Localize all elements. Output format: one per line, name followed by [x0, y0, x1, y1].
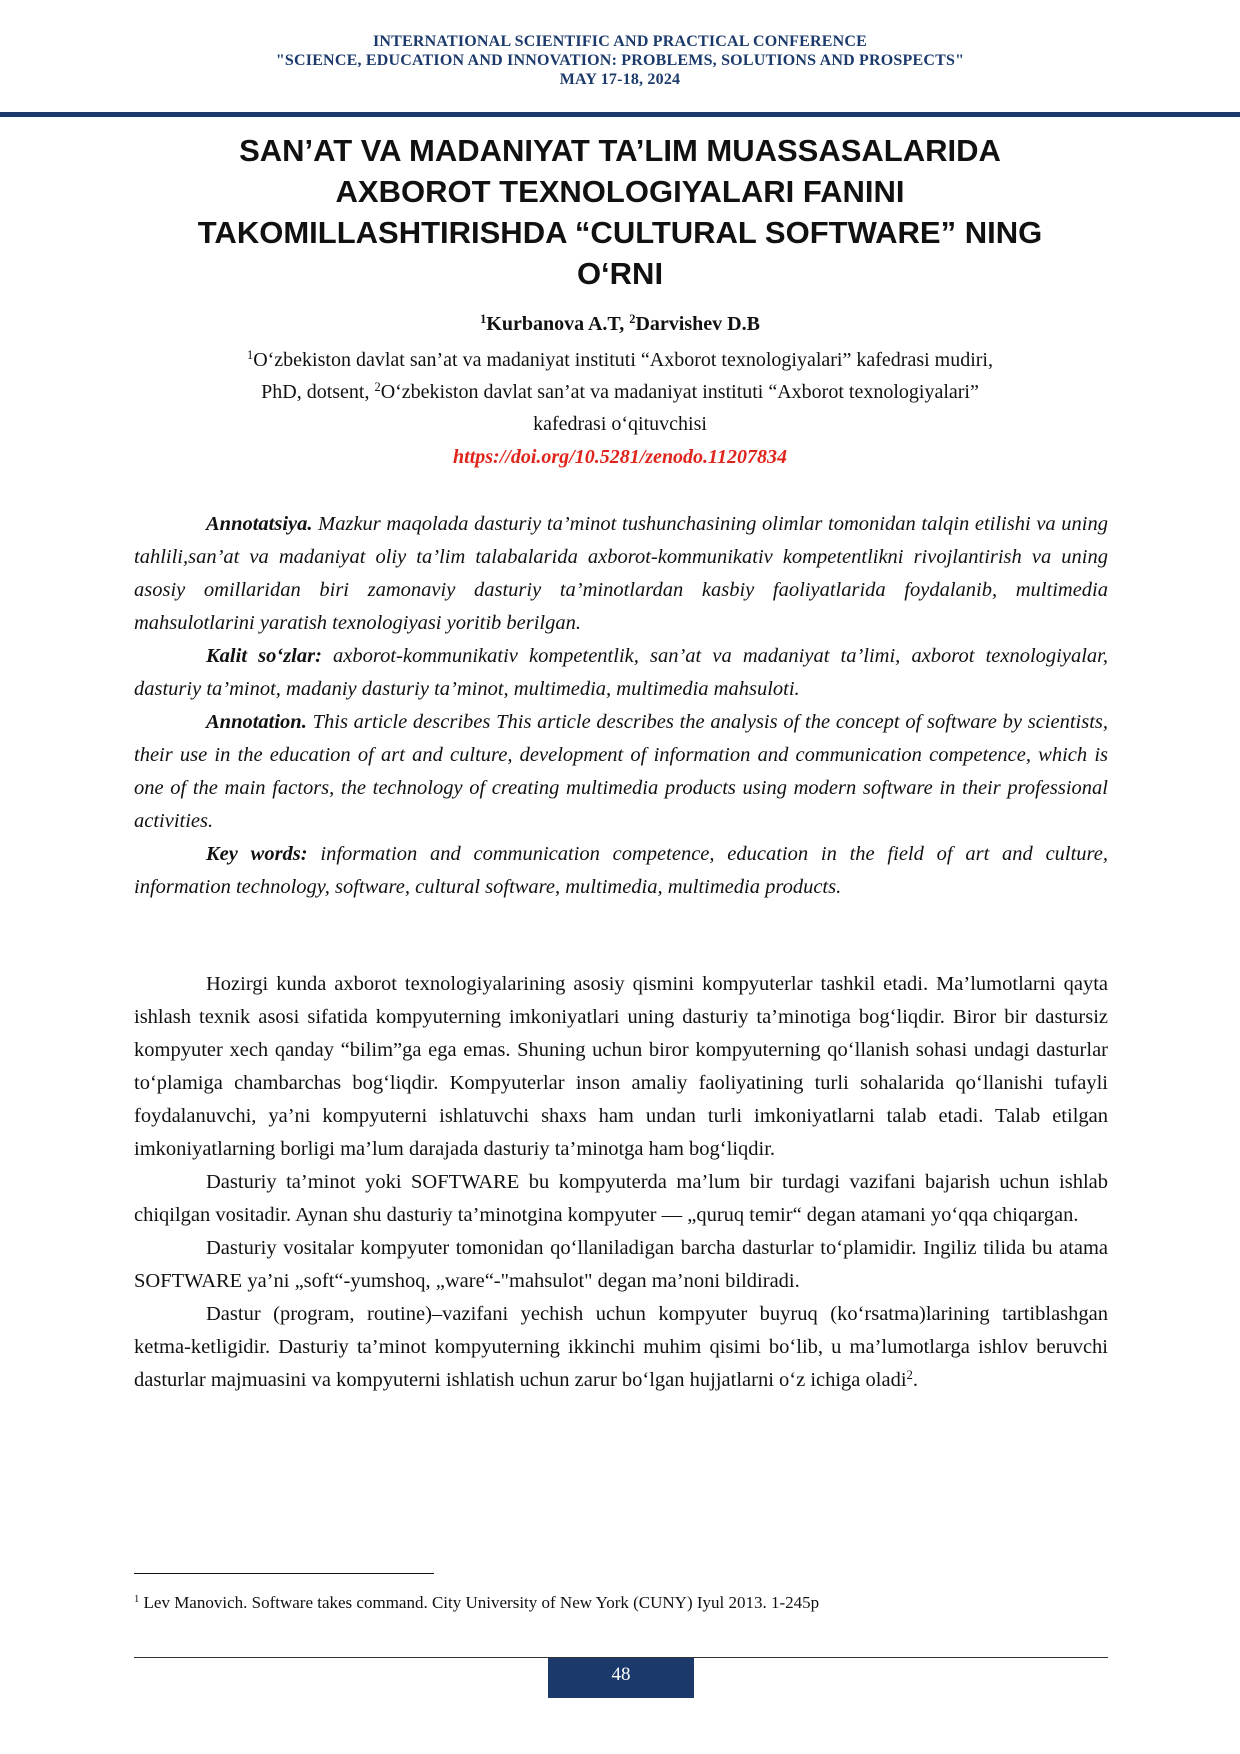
doi-link[interactable]: https://doi.org/10.5281/zenodo.11207834 [453, 446, 787, 468]
author1-name: Kurbanova A.T, [486, 313, 630, 335]
affiliation-text: O‘zbekiston davlat san’at va madaniyat instituti “Axborot texnologiyalari” kafedrasi mudiri, [253, 349, 993, 371]
affiliation-line: kafedrasi o‘qituvchisi [533, 413, 707, 435]
key-words-text: information and communication competence, education in the field of art and culture, information technology, software, cultural software, multimedia, multimedia products. [134, 843, 1108, 898]
affiliation-text: O‘zbekiston davlat san’at va madaniyat instituti “Axborot texnologiyalari” [380, 381, 979, 403]
conference-header [0, 32, 1240, 89]
annotation-paragraph [134, 706, 1108, 838]
author-list [120, 311, 1120, 337]
kalit-sozlar-paragraph [134, 640, 1108, 706]
body-paragraph: Dasturiy vositalar kompyuter tomonidan qo‘llaniladigan barcha dasturlar to‘plamidir. Ingiliz tilida bu atama SOFTWARE ya’ni „soft“-yumshoq, „ware“-"mahsulot" degan ma’noni bildiradi. [134, 1237, 1108, 1292]
footnote-reference[interactable]: 2 [906, 1368, 913, 1383]
annotatsiya-text: Mazkur maqolada dasturiy ta’minot tushunchasining olimlar tomonidan talqin etilishi va uning tahlili,san’at va madaniyat oliy ta’lim talabalarida axborot-kommunikativ kompetentlikni rivojlantirish va uning asosiy omillaridan biri zamonaviy dasturiy ta’minotlardan kasbiy faoliyatlarida foydalanib, multimedia mahsulotlarini yaratish texnologiyasi yoritib berilgan. [134, 513, 1108, 634]
annotatsiya-label: Annotatsiya. [206, 513, 313, 535]
title-line: O‘RNI [576, 256, 664, 291]
abstract-section [134, 508, 1108, 904]
footnote-number: 1 [134, 1594, 140, 1606]
conference-date: MAY 17-18, 2024 [559, 71, 681, 88]
footnote-text: Lev Manovich. Software takes command. City University of New York (CUNY) Iyul 2013. 1-245p [139, 1593, 820, 1612]
annotatsiya-paragraph [134, 508, 1108, 640]
title-line: AXBOROT TEXNOLOGIYALARI FANINI [335, 174, 905, 209]
affiliation-line [140, 376, 1100, 408]
body-paragraph: Dasturiy ta’minot yoki SOFTWARE bu kompyuterda ma’lum bir turdagi vazifani bajarish uchun ishlab chiqilgan vositadir. Aynan shu dasturiy ta’minotgina kompyuter — „quruq temir“ degan atamani yo‘qqa chiqargan. [134, 1171, 1108, 1226]
author2-name: Darvishev D.B [635, 313, 760, 335]
annotation-label: Annotation. [206, 711, 307, 733]
body-text: . [912, 1369, 919, 1391]
affiliation-superscript: 2 [374, 380, 381, 395]
key-words-paragraph [134, 838, 1108, 904]
paper-title [120, 130, 1120, 294]
kalit-sozlar-label: Kalit so‘zlar: [206, 645, 322, 667]
author1-superscript: 1 [480, 312, 487, 327]
affiliations [140, 344, 1100, 440]
title-line: SAN’AT VA MADANIYAT TA’LIM MUASSASALARIDA [239, 133, 1001, 168]
affiliation-superscript: 1 [247, 348, 254, 363]
body-section [134, 968, 1108, 1397]
body-paragraph [134, 1298, 1108, 1397]
footnote [134, 1590, 1108, 1616]
page-number: 48 [548, 1658, 694, 1698]
body-text: Dastur (program, routine)–vazifani yechish uchun kompyuter buyruq (ko‘rsatma)larining tartiblashgan ketma-ketligidir. Dasturiy ta’minot kompyuterning ikkinchi muhim qisimi bo‘lib, u ma’lumotlarga ishlov beruvchi dasturlar majmuasini va kompyuterni ishlatish uchun zarur bo‘lgan hujjatlarni o‘z ichiga oladi [134, 1303, 1108, 1391]
annotation-text: This article describes This article describes the analysis of the concept of software by scientists, their use in the education of art and culture, development of information and communication competence, which is one of the main factors, the technology of creating multimedia products using modern software in their professional activities. [134, 711, 1108, 832]
title-line: TAKOMILLASHTIRISHDA “CULTURAL SOFTWARE” NING [197, 215, 1043, 250]
conference-theme: "SCIENCE, EDUCATION AND INNOVATION: PROBLEMS, SOLUTIONS AND PROSPECTS" [275, 52, 965, 69]
footnote-separator [134, 1573, 434, 1574]
affiliation-line [140, 344, 1100, 376]
key-words-label: Key words: [206, 843, 308, 865]
conference-name: INTERNATIONAL SCIENTIFIC AND PRACTICAL CONFERENCE [372, 33, 868, 50]
header-rule [0, 112, 1240, 117]
affiliation-text: PhD, dotsent, [261, 381, 375, 403]
body-paragraph: Hozirgi kunda axborot texnologiyalarining asosiy qismini kompyuterlar tashkil etadi. Ma’lumotlarni qayta ishlash texnik asosi sifatida kompyuterning imkoniyatlari uning dasturiy ta’minotiga bog‘liqdir. Biror bir dastursiz kompyuter xech qanday “bilim”ga ega emas. Shuning uchun biror kompyuterning qo‘llanish sohasi undagi dasturlar to‘plamiga chambarchas bog‘liqdir. Kompyuterlar inson amaliy faoliyatining turli sohalarida qo‘llanishi tufayli foydalanuvchi, ya’ni kompyuterni ishlatuvchi shaxs ham undan turli imkoniyatlarni talab etadi. Talab etilgan imkoniyatlarning borligi ma’lum darajada dasturiy ta’minotga ham bog‘liqdir. [134, 973, 1108, 1160]
author2-superscript: 2 [629, 312, 636, 327]
kalit-sozlar-text: axborot-kommunikativ kompetentlik, san’at va madaniyat ta’limi, axborot texnologiyalar, dasturiy ta’minot, madaniy dasturiy ta’minot, multimedia, multimedia mahsuloti. [134, 645, 1108, 700]
